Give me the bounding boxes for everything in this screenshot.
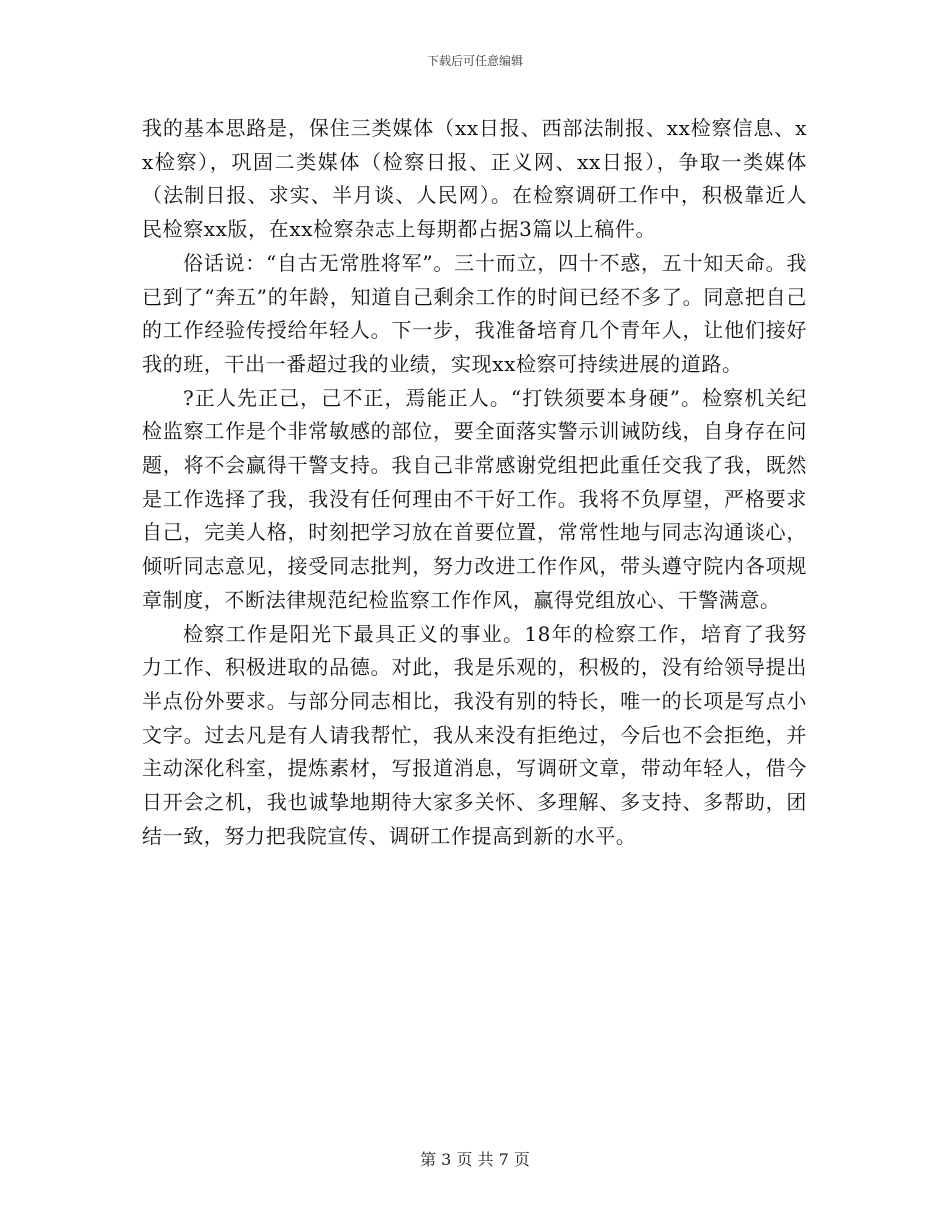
page-number-footer: 第 3 页 共 7 页 — [420, 1150, 530, 1169]
document-body — [142, 112, 807, 853]
paragraph: 俗话说：“自古无常胜将军”。三十而立，四十不惑，五十知天命。我已到了“奔五”的年龄，知道自己剩余工作的时间已经不多了。同意把自己的工作经验传授给年轻人。下一步，我准备培育几个青年人，让他们接好我的班，干出一番超过我的业绩，实现xx检察可持续进展的道路。 — [142, 250, 807, 376]
page-header: 下载后可任意编辑 — [426, 54, 523, 68]
paragraph: 检察工作是阳光下最具正义的事业。18年的检察工作，培育了我努力工作、积极进取的品德。对此，我是乐观的，积极的，没有给领导提出半点份外要求。与部分同志相比，我没有别的特长，唯一的长项是写点小文字。过去凡是有人请我帮忙，我从来没有拒绝过，今后也不会拒绝，并主动深化科室，提炼素材，写报道消息，写调研文章，带动年轻人，借今日开会之机，我也诚挚地期待大家多关怀、多理解、多支持、多帮助，团结一致，努力把我院宣传、调研工作提高到新的水平。 — [142, 621, 807, 848]
paragraph: 我的基本思路是，保住三类媒体（xx日报、西部法制报、xx检察信息、xx检察），巩固二类媒体（检察日报、正义网、xx日报），争取一类媒体（法制日报、求实、半月谈、人民网）。在检察调研工作中，积极靠近人民检察xx版，在xx检察杂志上每期都占据3篇以上稿件。 — [142, 116, 807, 242]
paragraph: ?正人先正己，己不正，焉能正人。“打铁须要本身硬”。检察机关纪检监察工作是个非常敏感的部位，要全面落实警示训诫防线，自身存在问题，将不会赢得干警支持。我自己非常感谢党组把此重任交我了我，既然是工作选择了我，我没有任何理由不干好工作。我将不负厚望，严格要求自己，完美人格，时刻把学习放在首要位置，常常性地与同志沟通谈心，倾听同志意见，接受同志批判，努力改进工作作风，带头遵守院内各项规章制度，不断法律规范纪检监察工作作风，赢得党组放心、干警满意。 — [142, 385, 807, 612]
